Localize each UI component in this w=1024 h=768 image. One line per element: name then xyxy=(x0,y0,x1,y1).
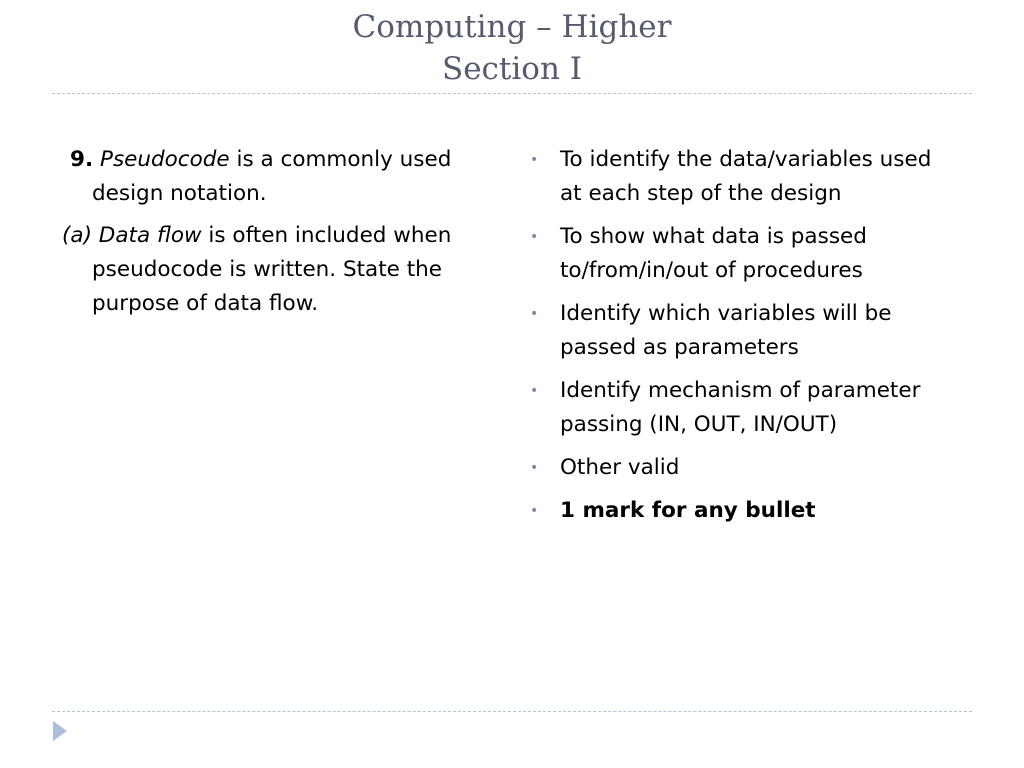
bullet-dot: • xyxy=(530,383,539,399)
question-number: 9. xyxy=(70,147,94,172)
answer-text: Identify mechanism of parameter passing (IN, OUT, IN/OUT) xyxy=(560,378,921,437)
question-part-a xyxy=(62,219,492,321)
top-divider xyxy=(52,93,972,94)
question-column xyxy=(62,143,492,329)
answer-bullet xyxy=(528,374,958,442)
question-intro-text: is a commonly used design notation. xyxy=(92,147,452,206)
answer-bullet xyxy=(528,451,958,485)
answer-bullet xyxy=(528,220,958,288)
bullet-dot: • xyxy=(530,229,539,245)
answer-column xyxy=(528,143,958,537)
question-term: Pseudocode xyxy=(99,147,230,172)
bottom-divider xyxy=(52,711,972,712)
part-label: (a) xyxy=(62,223,92,248)
slide-title xyxy=(0,6,1024,90)
title-line-2: Section I xyxy=(441,51,583,87)
question-intro xyxy=(62,143,492,211)
answer-bullet xyxy=(528,297,958,365)
answer-bullet-mark-scheme xyxy=(528,494,958,528)
answer-text: To show what data is passed to/from/in/out of procedures xyxy=(560,224,867,283)
answer-text: Identify which variables will be passed as parameters xyxy=(560,301,892,360)
play-triangle-icon[interactable] xyxy=(52,720,68,742)
bullet-dot: • xyxy=(530,306,539,322)
part-term: Data flow xyxy=(98,223,202,248)
answer-text: Other valid xyxy=(560,455,680,480)
answer-text: To identify the data/variables used at each step of the design xyxy=(560,147,932,206)
answer-bullet xyxy=(528,143,958,211)
bullet-dot: • xyxy=(530,152,539,168)
bullet-dot: • xyxy=(530,460,539,476)
mark-scheme-text: 1 mark for any bullet xyxy=(560,498,816,523)
part-text: is often included when pseudocode is written. State the purpose of data flow. xyxy=(92,223,452,316)
title-line-1: Computing – Higher xyxy=(352,9,672,45)
bullet-dot: • xyxy=(530,503,539,519)
